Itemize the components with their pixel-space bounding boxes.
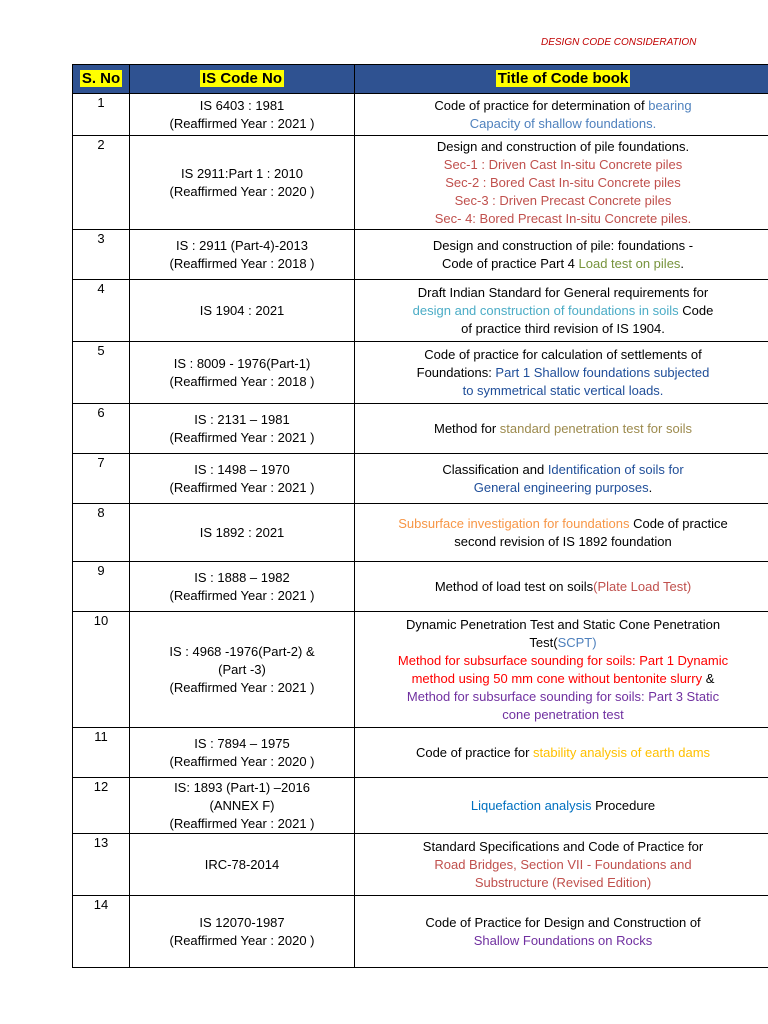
code-title-line — [355, 364, 768, 382]
code-title-cell — [355, 612, 768, 728]
code-title-line — [355, 174, 768, 192]
code-title-cell — [355, 94, 768, 136]
table-row — [73, 454, 768, 504]
is-code-line: IS 1892 : 2021 — [199, 524, 285, 540]
code-title-line — [355, 320, 768, 338]
code-title-line — [355, 461, 768, 479]
is-code-line: IS : 2131 – 1981 — [194, 411, 290, 427]
code-title-cell — [355, 342, 768, 404]
code-title-cell — [355, 896, 768, 968]
title-text-segment: Standard Specifications and Code of Practice for — [422, 838, 704, 854]
title-text-segment: design and construction of foundations in soils — [412, 302, 679, 318]
serial-number-cell: 7 — [73, 454, 130, 504]
code-title-line — [355, 652, 768, 670]
is-code-line: IS : 2911 (Part-4)-2013 — [176, 237, 308, 253]
is-code-line: IS : 1498 – 1970 — [194, 461, 290, 477]
code-title-line — [355, 346, 768, 364]
code-title-cell — [355, 778, 768, 834]
title-text-segment: Code of practice — [629, 515, 728, 531]
code-title-line — [355, 744, 768, 762]
is-code-line: IS : 8009 - 1976(Part-1) — [173, 355, 311, 371]
serial-number-cell: 1 — [73, 94, 130, 136]
title-text-segment: General engineering purposes — [473, 479, 649, 495]
code-title-cell — [355, 404, 768, 454]
table-row — [73, 404, 768, 454]
title-text-segment: Sec-2 : Bored Cast In-situ Concrete piles — [445, 174, 681, 190]
is-code-line: IRC-78-2014 — [204, 856, 280, 872]
is-code-cell — [130, 280, 355, 342]
title-text-segment: standard penetration test for soils — [499, 420, 692, 436]
code-title-cell — [355, 834, 768, 896]
code-title-line — [355, 533, 768, 551]
code-title-cell — [355, 454, 768, 504]
title-text-segment: Test( — [529, 634, 558, 650]
code-title-line — [355, 302, 768, 320]
serial-number-cell: 8 — [73, 504, 130, 562]
is-code-cell — [130, 342, 355, 404]
title-text-segment: Code of practice for — [415, 744, 534, 760]
is-code-line: IS : 7894 – 1975 — [194, 735, 290, 751]
title-text-segment: & — [702, 670, 715, 686]
title-text-segment: Code of practice for calculation of settlements of — [424, 346, 702, 362]
title-text-segment: Part 1 Shallow foundations subjected — [495, 364, 710, 380]
is-code-line: (ANNEX F) — [209, 797, 275, 813]
code-title-line — [355, 237, 768, 255]
is-code-cell — [130, 728, 355, 778]
code-title-line — [355, 192, 768, 210]
is-code-cell — [130, 454, 355, 504]
is-code-cell — [130, 834, 355, 896]
code-title-cell — [355, 562, 768, 612]
is-code-line: (Reaffirmed Year : 2021 ) — [169, 587, 315, 603]
serial-number-cell: 4 — [73, 280, 130, 342]
is-code-line: (Reaffirmed Year : 2021 ) — [169, 115, 315, 131]
code-title-line — [355, 420, 768, 438]
serial-number-cell: 10 — [73, 612, 130, 728]
title-text-segment: Method for subsurface sounding for soils: Part 1 Dynamic — [397, 652, 729, 668]
column-header-sno: S. No — [73, 65, 130, 94]
code-title-line — [355, 479, 768, 497]
is-code-line: (Reaffirmed Year : 2018 ) — [169, 255, 315, 271]
is-code-cell — [130, 136, 355, 230]
serial-number-cell: 3 — [73, 230, 130, 280]
title-text-segment: Code of practice Part 4 — [441, 255, 579, 271]
serial-number-cell: 14 — [73, 896, 130, 968]
is-code-cell — [130, 404, 355, 454]
is-code-line: IS : 4968 -1976(Part-2) & — [169, 643, 315, 659]
serial-number-cell: 11 — [73, 728, 130, 778]
is-code-line: (Part -3) — [218, 661, 266, 677]
serial-number-cell: 9 — [73, 562, 130, 612]
title-text-segment: Subsurface investigation for foundations — [398, 515, 630, 531]
is-code-line: (Reaffirmed Year : 2021 ) — [169, 815, 315, 831]
title-text-segment: Identification of soils for — [547, 461, 684, 477]
code-title-line — [355, 578, 768, 596]
title-text-segment: Sec-1 : Driven Cast In-situ Concrete piles — [443, 156, 683, 172]
title-text-segment: SCPT) — [557, 634, 597, 650]
code-title-line — [355, 255, 768, 273]
title-text-segment: stability analysis of earth dams — [533, 744, 711, 760]
is-code-line: IS 6403 : 1981 — [199, 97, 285, 113]
table-row — [73, 896, 768, 968]
table-row — [73, 562, 768, 612]
code-title-line — [355, 115, 768, 133]
title-text-segment: to symmetrical static vertical loads. — [462, 382, 664, 398]
is-code-line: IS 1904 : 2021 — [199, 302, 285, 318]
is-code-line: (Reaffirmed Year : 2020 ) — [169, 932, 315, 948]
code-title-line — [355, 688, 768, 706]
column-header-code: IS Code No — [130, 65, 355, 94]
table-row — [73, 342, 768, 404]
code-title-line — [355, 874, 768, 892]
is-code-line: IS: 1893 (Part-1) –2016 — [174, 779, 310, 795]
title-text-segment: Code of Practice for Design and Construction of — [425, 914, 701, 930]
title-text-segment: . — [680, 255, 685, 271]
code-title-line — [355, 856, 768, 874]
code-title-line — [355, 97, 768, 115]
title-text-segment: bearing — [648, 97, 692, 113]
is-code-cell — [130, 612, 355, 728]
is-code-cell — [130, 896, 355, 968]
is-code-cell — [130, 562, 355, 612]
is-code-line: (Reaffirmed Year : 2021 ) — [169, 479, 315, 495]
code-title-line — [355, 382, 768, 400]
title-text-segment: Draft Indian Standard for General requirements for — [417, 284, 709, 300]
code-title-line — [355, 284, 768, 302]
table-row — [73, 136, 768, 230]
title-text-segment: Load test on piles — [578, 255, 681, 271]
code-title-line — [355, 838, 768, 856]
table-row — [73, 834, 768, 896]
title-text-segment: Design and construction of pile foundations. — [436, 138, 690, 154]
title-text-segment: Sec-3 : Driven Precast Concrete piles — [454, 192, 672, 208]
is-code-line: (Reaffirmed Year : 2020 ) — [169, 183, 315, 199]
title-text-segment: Design and construction of pile: foundations - — [432, 237, 694, 253]
table-row — [73, 280, 768, 342]
code-title-line — [355, 210, 768, 228]
title-text-segment: of practice third revision of IS 1904. — [461, 320, 665, 336]
code-title-line — [355, 670, 768, 688]
title-text-segment: second revision of IS 1892 foundation — [454, 533, 672, 549]
table-body — [73, 94, 768, 968]
serial-number-cell: 5 — [73, 342, 130, 404]
code-title-cell — [355, 728, 768, 778]
is-code-line: IS 2911:Part 1 : 2010 — [181, 165, 303, 181]
code-title-cell — [355, 230, 768, 280]
title-text-segment: Substructure (Revised Edition) — [474, 874, 652, 890]
is-code-cell — [130, 94, 355, 136]
table-row — [73, 230, 768, 280]
is-code-line: IS 12070-1987 — [199, 914, 285, 930]
code-title-line — [355, 634, 768, 652]
title-text-segment: Method for — [434, 420, 500, 436]
column-header-title: Title of Code book — [355, 65, 768, 94]
serial-number-cell: 2 — [73, 136, 130, 230]
code-title-cell — [355, 280, 768, 342]
is-code-cell — [130, 230, 355, 280]
title-text-segment: Dynamic Penetration Test and Static Cone Penetration — [405, 616, 721, 632]
title-text-segment: Code of practice for determination of — [434, 97, 649, 113]
is-code-line: (Reaffirmed Year : 2020 ) — [169, 753, 315, 769]
title-text-segment: Road Bridges, Section VII - Foundations and — [434, 856, 692, 872]
title-text-segment: Foundations: — [416, 364, 496, 380]
title-text-segment: Shallow Foundations on Rocks — [473, 932, 653, 948]
title-text-segment: Liquefaction analysis — [470, 797, 592, 813]
title-text-segment: Code — [678, 302, 714, 318]
code-title-line — [355, 932, 768, 950]
code-title-line — [355, 914, 768, 932]
serial-number-cell: 6 — [73, 404, 130, 454]
table-row — [73, 504, 768, 562]
title-text-segment: (Plate Load Test) — [593, 578, 692, 594]
code-title-line — [355, 156, 768, 174]
serial-number-cell: 12 — [73, 778, 130, 834]
table-row — [73, 612, 768, 728]
title-text-segment: Sec- 4: Bored Precast In-situ Concrete piles. — [434, 210, 692, 226]
design-code-table — [72, 64, 768, 968]
code-title-line — [355, 515, 768, 533]
table-row — [73, 778, 768, 834]
code-title-cell — [355, 504, 768, 562]
code-title-line — [355, 138, 768, 156]
is-code-line: (Reaffirmed Year : 2021 ) — [169, 429, 315, 445]
title-text-segment: method using 50 mm cone without bentonite slurry — [411, 670, 703, 686]
title-text-segment: Capacity of shallow foundations. — [469, 115, 657, 131]
is-code-line: IS : 1888 – 1982 — [194, 569, 290, 585]
is-code-cell — [130, 504, 355, 562]
code-title-line — [355, 706, 768, 724]
table-row — [73, 94, 768, 136]
is-code-cell — [130, 778, 355, 834]
title-text-segment: cone penetration test — [502, 706, 624, 722]
table-row — [73, 728, 768, 778]
title-text-segment: Procedure — [591, 797, 656, 813]
serial-number-cell: 13 — [73, 834, 130, 896]
code-title-line — [355, 797, 768, 815]
table-header-row — [73, 65, 768, 94]
title-text-segment: Method for subsurface sounding for soils: Part 3 Static — [406, 688, 720, 704]
code-title-line — [355, 616, 768, 634]
document-header: DESIGN CODE CONSIDERATION — [541, 37, 697, 48]
title-text-segment: Method of load test on soils — [434, 578, 594, 594]
title-text-segment: Classification and — [442, 461, 548, 477]
is-code-line: (Reaffirmed Year : 2018 ) — [169, 373, 315, 389]
code-title-cell — [355, 136, 768, 230]
title-text-segment: . — [648, 479, 653, 495]
is-code-line: (Reaffirmed Year : 2021 ) — [169, 679, 315, 695]
